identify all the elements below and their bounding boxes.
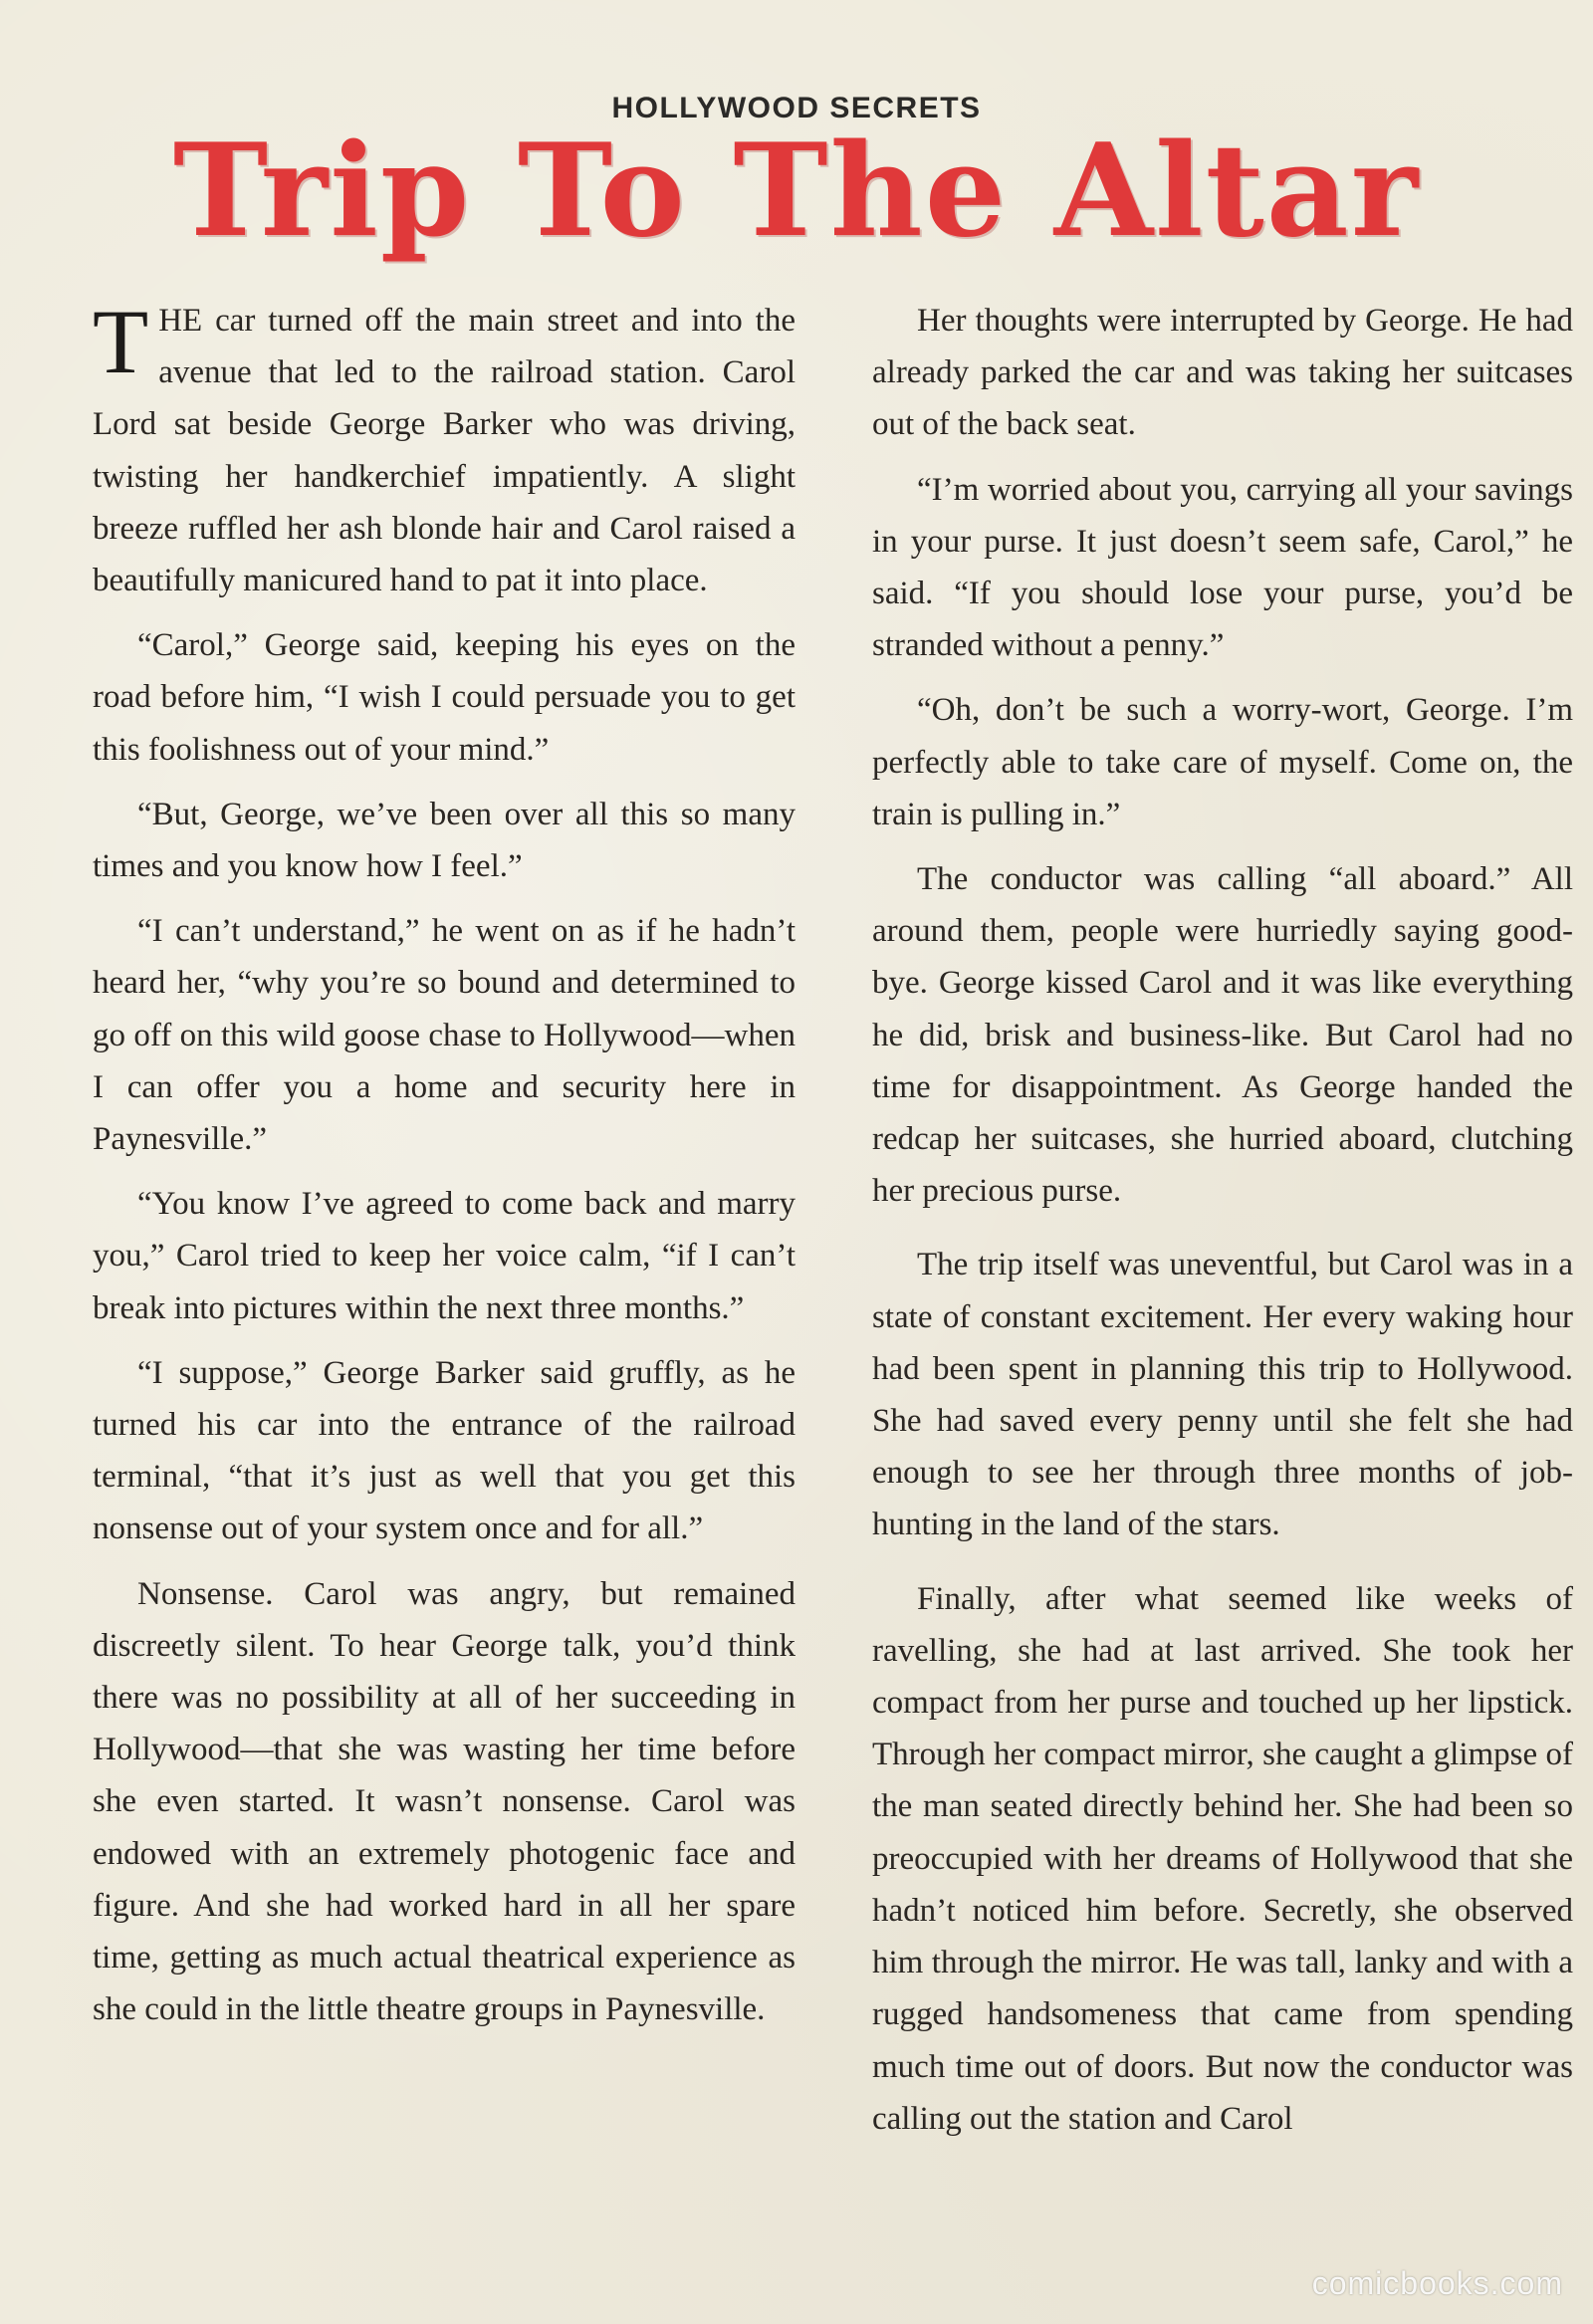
paragraph: “I suppose,” George Barker said gruffly, as he turned his car into the entrance of the railroad terminal, “that it’s just as well that you get this nonsense out of your system once and for all.” xyxy=(93,1354,796,1547)
paragraph: The conductor was calling “all aboard.” All around them, people were hurriedly saying good-bye. George kissed Carol and it was like everything he did, brisk and business-like. But Carol had no time for disappointment. As George handed the redcap her suitcases, she hurried aboard, clutching her precious purse. xyxy=(872,861,1573,1210)
story-title: Trip To The Altar xyxy=(172,116,1421,266)
paragraph xyxy=(93,291,796,606)
drop-cap: T xyxy=(93,291,149,392)
paragraph: Nonsense. Carol was angry, but remained discreetly silent. To hear George talk, you’d think there was no possibility at all of her succeeding in Hollywood—that she was wasting her time before she even started. It wasn’t nonsense. Carol was endowed with an extremely photogenic face and figure. And she had worked hard in all her spare time, getting as much actual theatrical experience as she could in the little theatre groups in Paynesville. xyxy=(93,1575,796,2028)
paragraph-text: HE car turned off the main street and into the avenue that led to the railroad station. Carol Lord sat beside George Barker who was driving, twisting her handkerchief impatiently. A slight breeze ruffled her ash blonde hair and Carol raised a beautifully manicured hand to pat it into place. xyxy=(93,303,796,599)
paragraph: “You know I’ve agreed to come back and marry you,” Carol tried to keep her voice calm, “if I can’t break into pictures within the next three months.” xyxy=(93,1186,796,1326)
paragraph: The trip itself was uneventful, but Carol was in a state of constant excitement. Her every waking hour had been spent in planning this trip to Hollywood. She had saved every penny until she felt she had enough to see her through three months of job-hunting in the land of the stars. xyxy=(872,1247,1573,1543)
paragraph: Finally, after what seemed like weeks of ravelling, she had at last arrived. She took her compact from her purse and touched up her lipstick. Through her compact mirror, she caught a glimpse of the man seated directly behind her. She had been so preoccupied with her dreams of Hollywood that she hadn’t noticed him before. Secretly, she observed him through the mirror. He was tall, lanky and with a rugged handsomeness that came from spending much time out of doors. But now the conductor was calling out the station and Carol xyxy=(872,1580,1573,2137)
paragraph: “But, George, we’ve been over all this so many times and you know how I feel.” xyxy=(93,796,796,885)
paragraph: “Oh, don’t be such a worry-wort, George. I’m perfectly able to take care of myself. Come on, the train is pulling in.” xyxy=(872,692,1573,832)
paragraph: “Carol,” George said, keeping his eyes on the road before him, “I wish I could persuade you to get this foolishness out of your mind.” xyxy=(93,627,796,768)
paragraph: Her thoughts were interrupted by George. He had already parked the car and was taking her suitcases out of the back seat. xyxy=(872,303,1573,443)
watermark: comicbooks.com xyxy=(1311,2265,1563,2301)
running-head: HOLLYWOOD SECRETS xyxy=(611,92,982,124)
right-column xyxy=(872,295,1573,2158)
paragraph: “I’m worried about you, carrying all your savings in your purse. It just doesn’t seem safe, Carol,” he said. “If you should lose your purse, you’d be stranded without a penny.” xyxy=(872,471,1573,664)
paragraph: “I can’t understand,” he went on as if he hadn’t heard her, “why you’re so bound and determined to go off on this wild goose chase to Hollywood—when I can offer you a home and security here in Paynesville.” xyxy=(93,913,796,1158)
left-column xyxy=(93,291,796,2049)
